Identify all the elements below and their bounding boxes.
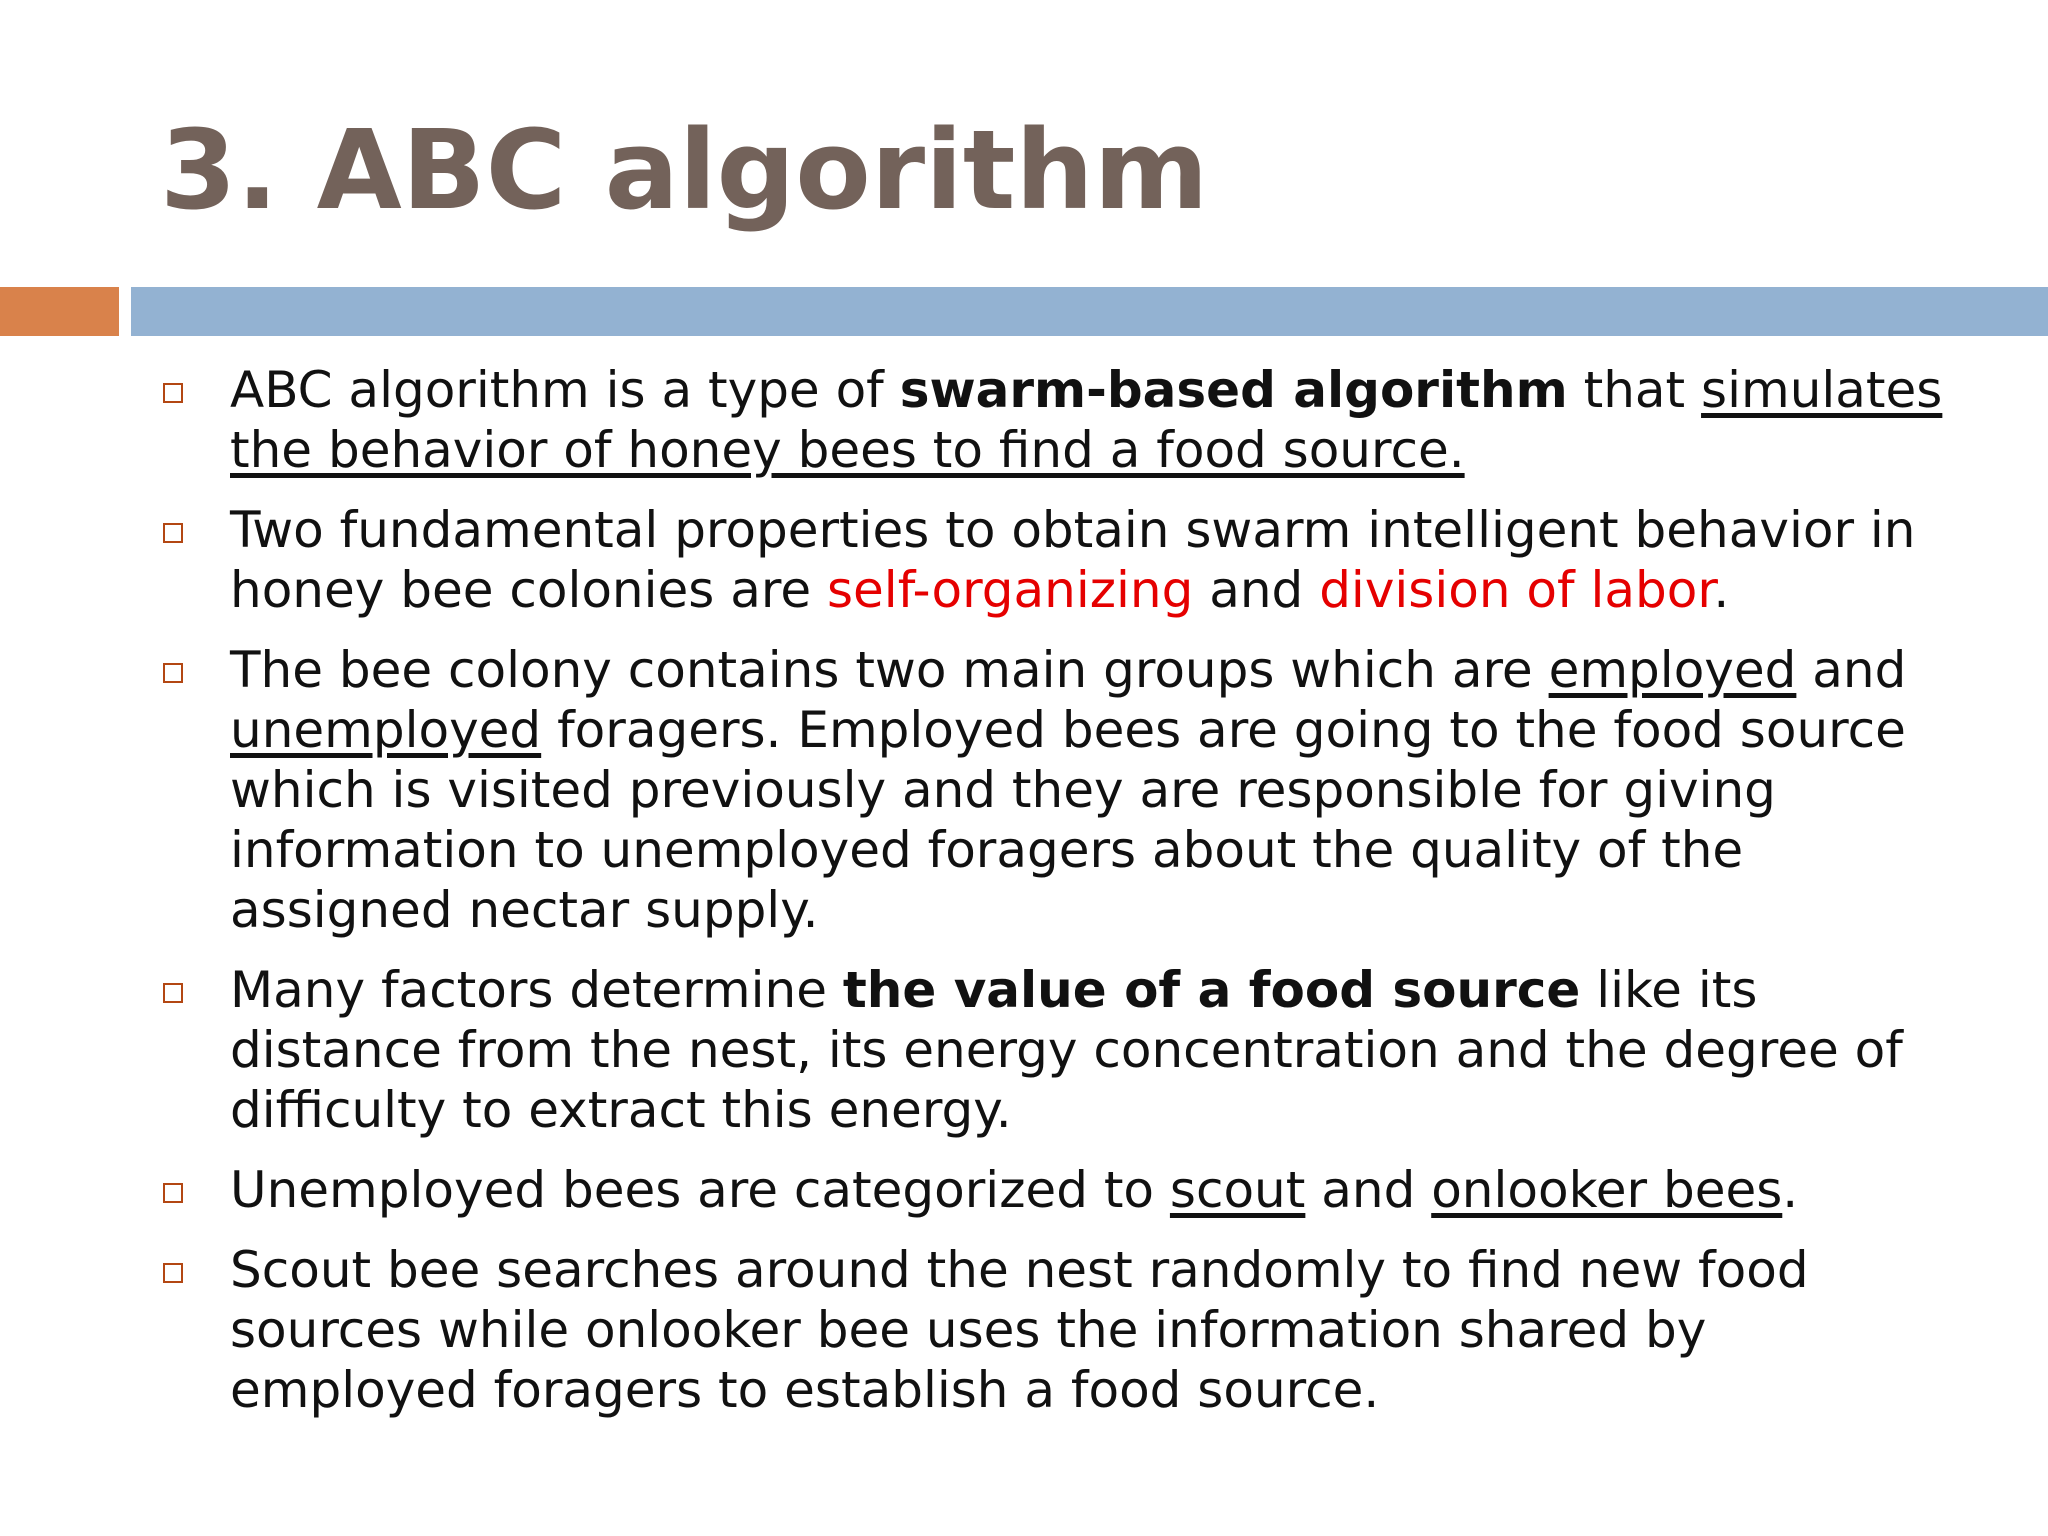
bullet-item	[155, 960, 1955, 1140]
bullet-text	[230, 1241, 1809, 1419]
bullet-text-run: and	[1796, 641, 1907, 699]
underlined-term: employed	[1548, 641, 1797, 699]
bullet-list	[155, 360, 1955, 1440]
bold-term: the value of a food source	[842, 961, 1581, 1019]
bullet-text-run: and	[1193, 561, 1320, 619]
bullet-text	[230, 501, 1915, 619]
bullet-text-run: Two fundamental properties to obtain swarm intelligent behavior in honey bee colonies are	[230, 501, 1916, 619]
title-divider-bar	[131, 287, 2048, 336]
highlighted-term: self-organizing	[826, 561, 1194, 619]
title-accent-bar	[0, 287, 119, 336]
square-bullet-icon	[163, 1183, 183, 1203]
bullet-item	[155, 500, 1955, 620]
square-bullet-icon	[163, 523, 183, 543]
underlined-phrase: simulates the behavior of honey bees to find a food source.	[230, 361, 1943, 479]
bullet-text-run: and	[1305, 1161, 1432, 1219]
bullet-text-run: .	[1713, 561, 1730, 619]
bullet-text	[230, 1161, 1798, 1219]
bold-term: swarm-based algorithm	[899, 361, 1568, 419]
square-bullet-icon	[163, 983, 183, 1003]
bullet-item	[155, 640, 1955, 940]
bullet-text	[230, 961, 1903, 1139]
bullet-text-run: The bee colony contains two main groups which are	[230, 641, 1549, 699]
bullet-text-run: Many factors determine	[230, 961, 843, 1019]
square-bullet-icon	[163, 383, 183, 403]
bullet-text-run: like its distance from the nest, its energy concentration and the degree of difficulty to extract this energy.	[230, 961, 1903, 1139]
bullet-item	[155, 1240, 1955, 1420]
bullet-text-run: that	[1567, 361, 1702, 419]
slide-title: 3. ABC algorithm	[160, 106, 1209, 234]
bullet-item	[155, 360, 1955, 480]
bullet-text	[230, 641, 1906, 939]
underlined-term: unemployed	[230, 701, 542, 759]
underlined-term: scout	[1169, 1161, 1306, 1219]
bullet-text-run: foragers. Employed bees are going to the food source which is visited previously and they are responsible for giving information to unemployed foragers about the quality of the assigned nectar supply.	[230, 701, 1906, 939]
bullet-text	[230, 361, 1942, 479]
bullet-text-run: ABC algorithm is a type of	[230, 361, 900, 419]
square-bullet-icon	[163, 1263, 183, 1283]
bullet-item	[155, 1160, 1955, 1220]
bullet-text-run: Unemployed bees are categorized to	[230, 1161, 1170, 1219]
bullet-text-run: .	[1782, 1161, 1799, 1219]
bullet-text-run: Scout bee searches around the nest randomly to find new food sources while onlooker bee uses the information shared by employed foragers to establish a food source.	[230, 1241, 1809, 1419]
underlined-term: onlooker bees	[1431, 1161, 1783, 1219]
highlighted-term: division of labor	[1319, 561, 1714, 619]
square-bullet-icon	[163, 663, 183, 683]
